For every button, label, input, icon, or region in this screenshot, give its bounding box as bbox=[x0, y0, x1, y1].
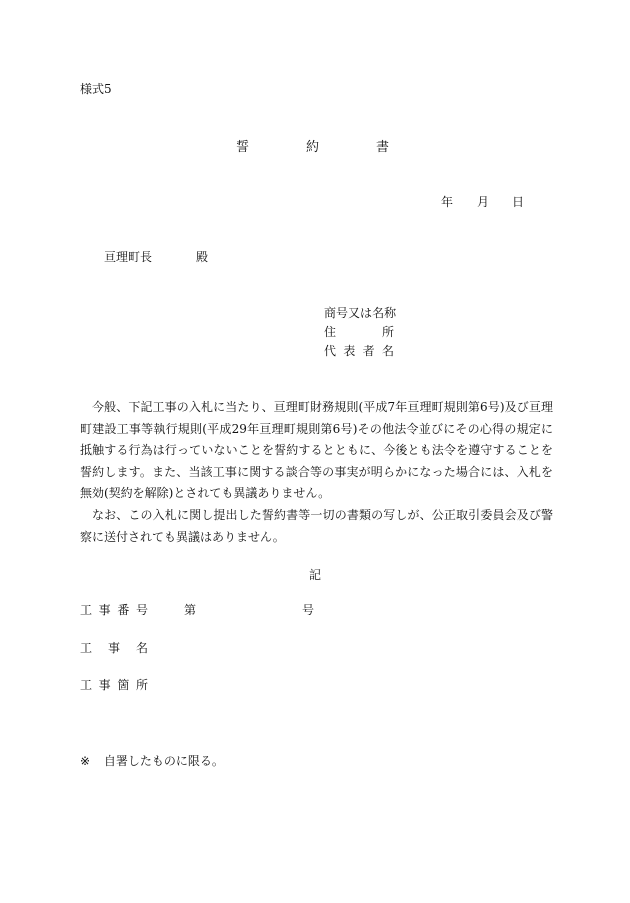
construction-location-row bbox=[80, 676, 148, 692]
date-day-label: 日 bbox=[512, 195, 525, 209]
pledge-paragraph-1: 今般、下記工事の入札に当たり、亘理町財務規則(平成7年亘理町規則第6号)及び亘理町建設工事等執行規則(平成29年亘理町規則第6号)その他法令並びにその心得の規定に抵触する行為は行っていないことを誓約するとともに、今後とも法令を遵守することを誓約します。また、当該工事に関する談合等の事実が明らかになった場合には、入札を無効(契約を解除)とされても異議ありません。 bbox=[80, 400, 553, 501]
construction-number-suffix: 号 bbox=[302, 603, 315, 617]
construction-name-row bbox=[80, 639, 148, 655]
footnote-mark: ※ bbox=[80, 754, 91, 768]
title-char-3: 書 bbox=[376, 140, 390, 155]
construction-number-label: 工 事 番 号 bbox=[80, 603, 148, 617]
document-title bbox=[0, 136, 630, 155]
title-char-1: 誓 bbox=[236, 140, 250, 155]
construction-number-row bbox=[80, 601, 148, 617]
date-line bbox=[0, 193, 630, 207]
construction-number-prefix: 第 bbox=[184, 603, 197, 617]
sender-representative: 代 表 者 名 bbox=[324, 344, 394, 358]
ki-heading: 記 bbox=[308, 568, 321, 582]
footnote-text: 自署したものに限る。 bbox=[103, 754, 224, 768]
date-month-label: 月 bbox=[477, 195, 490, 209]
addressee-name: 亘理町長 bbox=[104, 250, 153, 264]
form-id: 様式5 bbox=[80, 82, 112, 96]
sender-address: 住 所 bbox=[324, 325, 394, 339]
pledge-paragraph-2: なお、この入札に関し提出した誓約書等一切の書類の写しが、公正取引委員会及び警察に送付されても異議はありません。 bbox=[80, 507, 553, 544]
footnote bbox=[80, 752, 224, 769]
addressee-honorific: 殿 bbox=[196, 250, 209, 264]
construction-location-label: 工 事 箇 所 bbox=[80, 678, 148, 692]
construction-name-label: 工 事 名 bbox=[80, 641, 148, 655]
title-char-2: 約 bbox=[306, 140, 320, 155]
pledge-body bbox=[80, 397, 553, 548]
date-year-label: 年 bbox=[441, 195, 454, 209]
addressee bbox=[104, 248, 209, 265]
sender-company-name: 商 号 又 は 名 称 bbox=[324, 306, 397, 320]
